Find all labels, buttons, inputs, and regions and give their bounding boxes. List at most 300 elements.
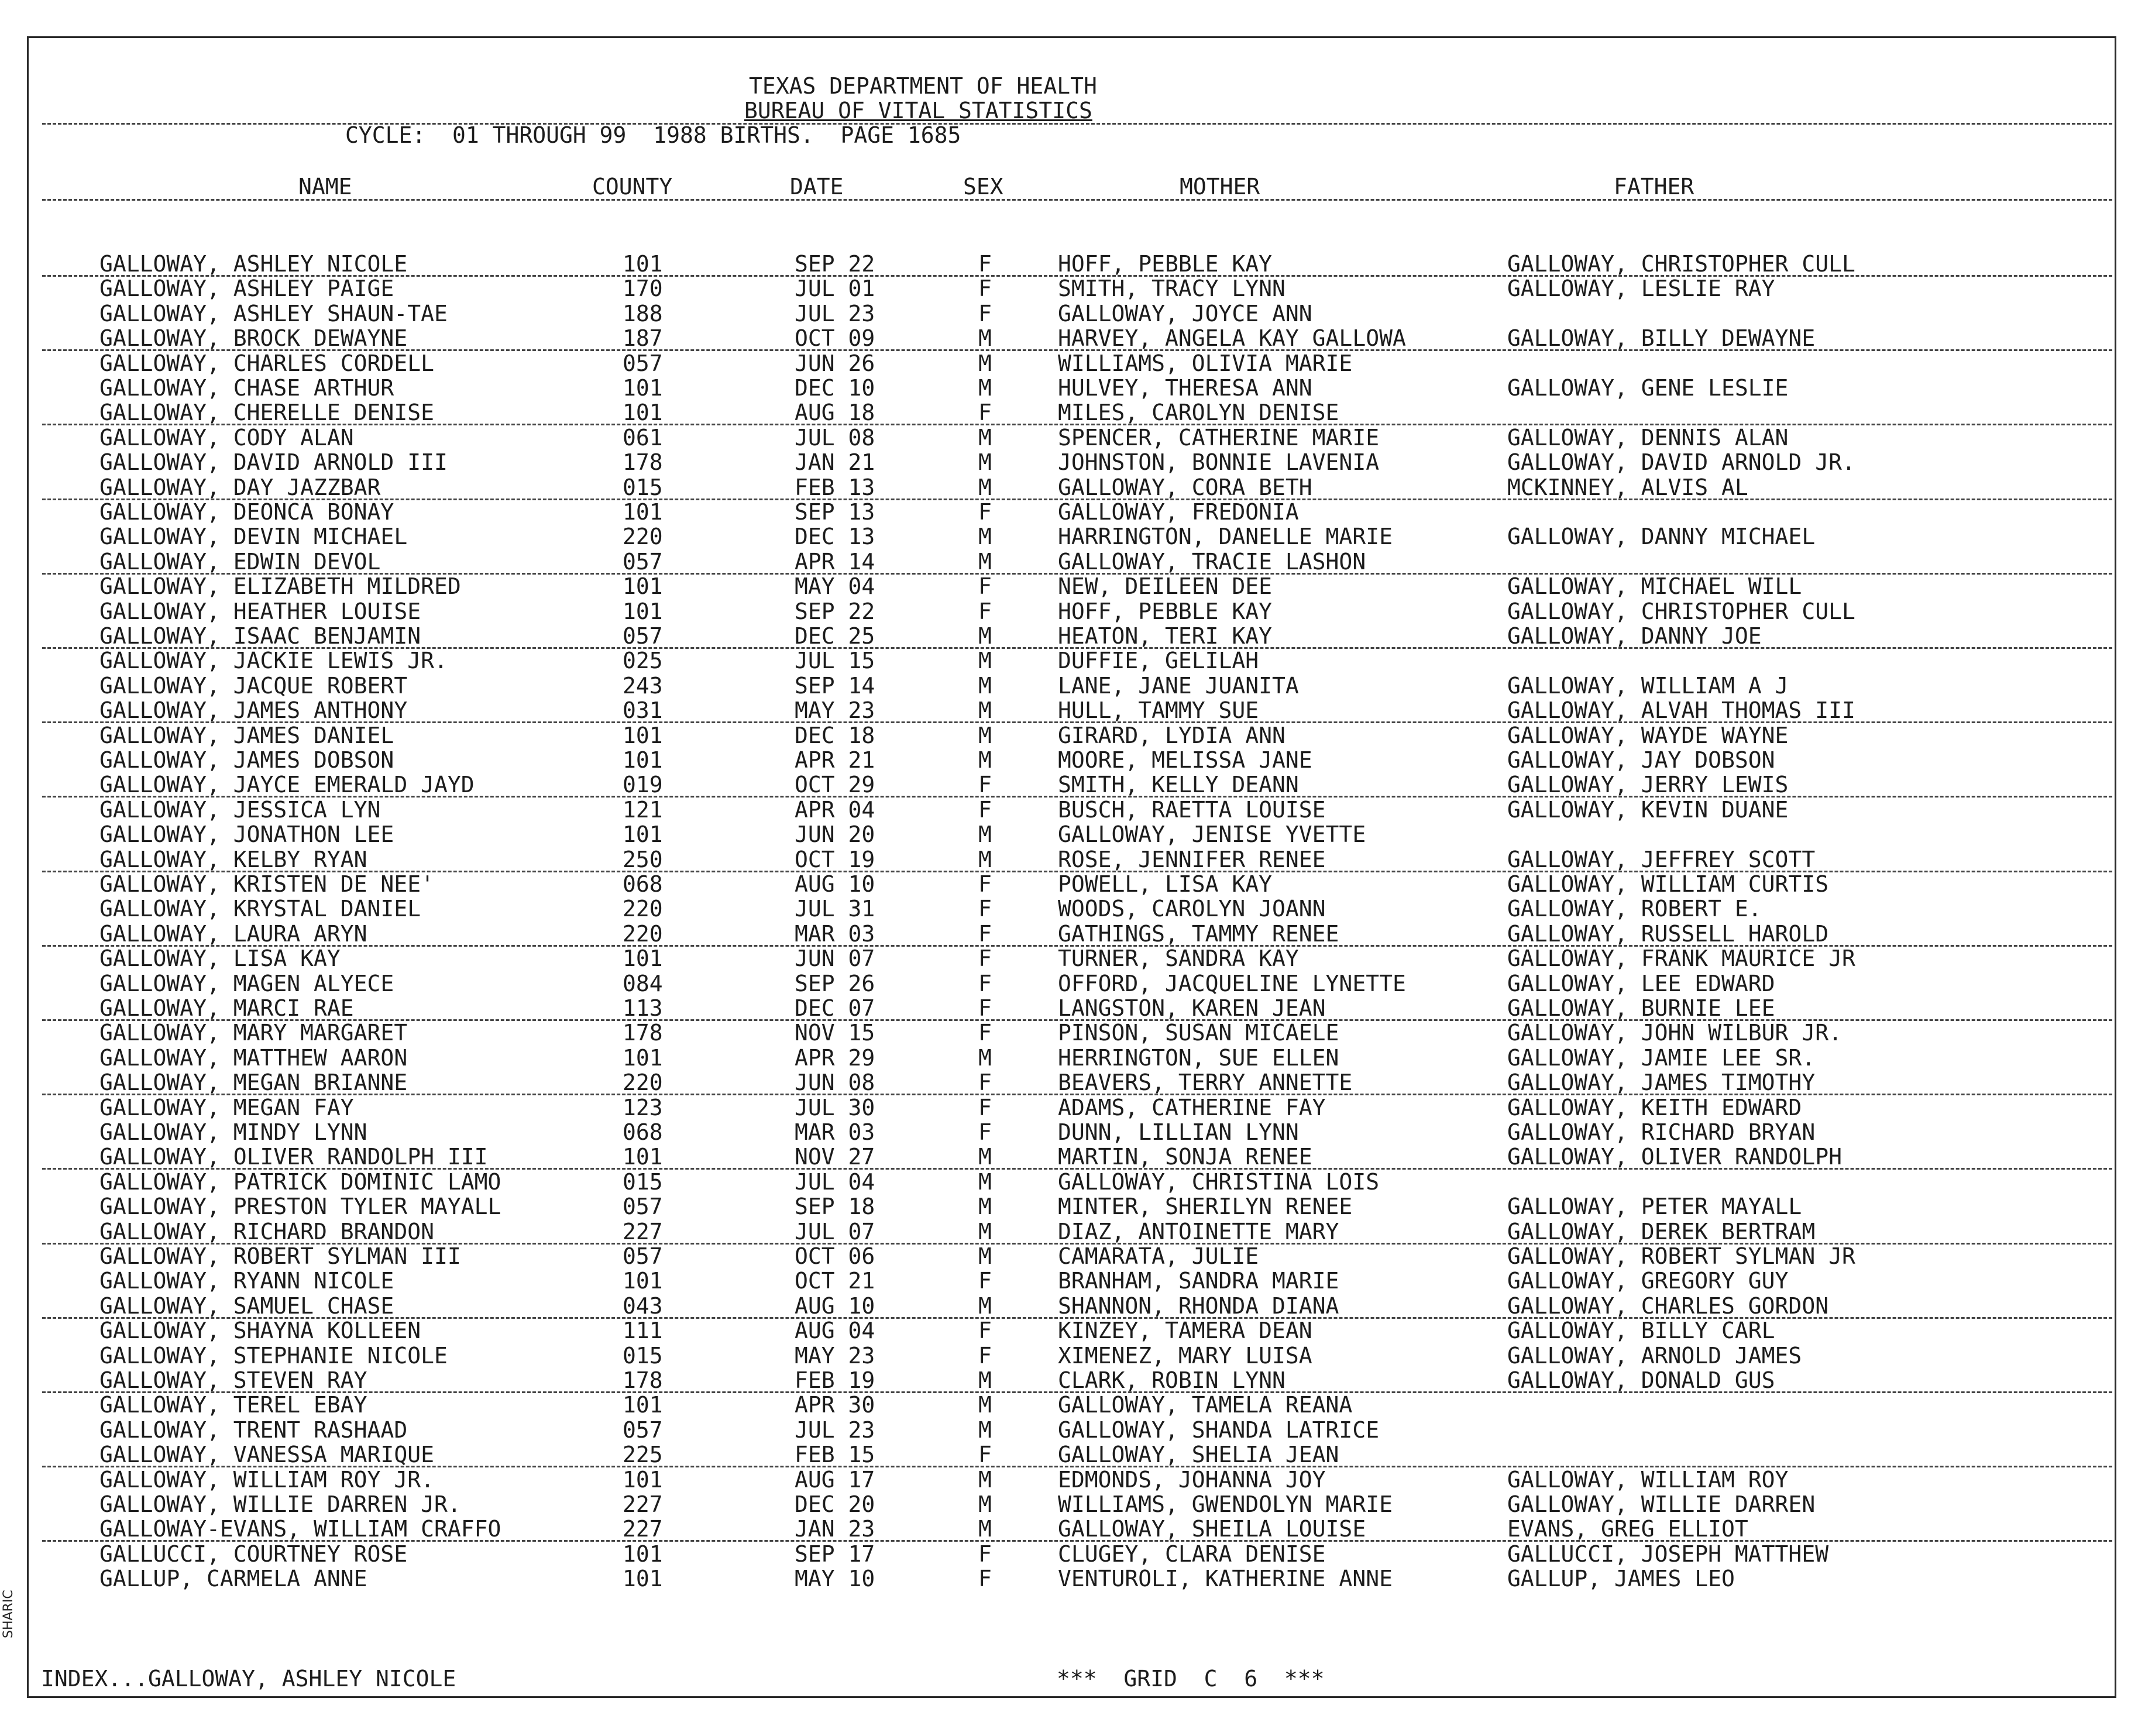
cell-mother: GALLOWAY, JOYCE ANN	[1058, 300, 1312, 326]
cell-name: GALLOWAY, SHAYNA KOLLEEN	[99, 1318, 421, 1344]
cell-sex: F	[978, 1442, 992, 1468]
cell-sex: F	[978, 573, 992, 600]
cell-mother: DUFFIE, GELILAH	[1058, 648, 1259, 674]
cell-mother: HEATON, TERI KAY	[1058, 623, 1273, 649]
cell-sex: F	[978, 598, 992, 624]
table-row	[0, 673, 2138, 698]
table-row	[0, 1566, 2138, 1591]
cell-county: 220	[623, 524, 663, 550]
cell-date: DEC 20	[795, 1491, 875, 1517]
table-row	[0, 500, 2138, 524]
cell-father: GALLOWAY, BILLY DEWAYNE	[1507, 325, 1816, 352]
cell-date: OCT 19	[795, 846, 875, 872]
cell-date: APR 30	[795, 1392, 875, 1418]
table-row	[0, 847, 2138, 872]
cell-mother: HARRINGTON, DANELLE MARIE	[1058, 524, 1393, 550]
cell-name: GALLOWAY, CHERELLE DENISE	[99, 400, 434, 426]
cell-name: GALLOWAY, TRENT RASHAAD	[99, 1417, 408, 1443]
cell-father: GALLOWAY, WAYDE WAYNE	[1507, 722, 1789, 748]
cell-mother: MINTER, SHERILYN RENEE	[1058, 1194, 1353, 1220]
cell-name: GALLOWAY, RYANN NICOLE	[99, 1268, 394, 1294]
cell-county: 178	[623, 1020, 663, 1046]
cell-name: GALLOWAY, JAMES DOBSON	[99, 747, 394, 773]
cell-father: GALLOWAY, WILLIAM ROY	[1507, 1466, 1789, 1493]
cell-date: AUG 17	[795, 1466, 875, 1493]
cell-date: SEP 18	[795, 1194, 875, 1220]
cell-date: DEC 25	[795, 623, 875, 649]
cell-father: GALLOWAY, RICHARD BRYAN	[1507, 1119, 1816, 1145]
cell-mother: CLUGEY, CLARA DENISE	[1058, 1541, 1326, 1567]
cell-county: 101	[623, 1268, 663, 1294]
cell-date: JAN 21	[795, 449, 875, 476]
cell-sex: M	[978, 474, 992, 500]
table-row	[0, 1542, 2138, 1566]
cell-date: DEC 13	[795, 524, 875, 550]
table-row	[0, 624, 2138, 648]
cell-county: 227	[623, 1516, 663, 1542]
cell-date: SEP 14	[795, 672, 875, 699]
cell-date: SEP 22	[795, 598, 875, 624]
cell-county: 057	[623, 1243, 663, 1269]
cell-father: GALLOWAY, ROBERT SYLMAN JR	[1507, 1243, 1855, 1269]
cell-name: GALLOWAY, DEVIN MICHAEL	[99, 524, 408, 550]
cell-sex: F	[978, 995, 992, 1021]
cell-name: GALLOWAY, CHARLES CORDELL	[99, 350, 434, 376]
agency-title: TEXAS DEPARTMENT OF HEALTH	[749, 73, 1097, 99]
cell-father: GALLOWAY, DAVID ARNOLD JR.	[1507, 449, 1855, 476]
table-row	[0, 549, 2138, 574]
table-row	[0, 922, 2138, 946]
cell-sex: M	[978, 1392, 992, 1418]
cell-name: GALLOWAY, KELBY RYAN	[99, 846, 367, 872]
cell-sex: F	[978, 970, 992, 996]
cell-county: 101	[623, 400, 663, 426]
table-row	[0, 1393, 2138, 1417]
cell-father: GALLOWAY, CHARLES GORDON	[1507, 1292, 1829, 1319]
table-row	[0, 1294, 2138, 1318]
table-row	[0, 1020, 2138, 1045]
table-row	[0, 1343, 2138, 1368]
cell-mother: GIRARD, LYDIA ANN	[1058, 722, 1285, 748]
cell-father: GALLOWAY, GREGORY GUY	[1507, 1268, 1789, 1294]
cell-sex: M	[978, 1367, 992, 1393]
cell-sex: M	[978, 697, 992, 724]
cell-sex: F	[978, 300, 992, 326]
cell-mother: LANE, JANE JUANITA	[1058, 672, 1299, 699]
cell-county: 227	[623, 1491, 663, 1517]
cell-mother: HARVEY, ANGELA KAY GALLOWA	[1058, 325, 1406, 352]
cell-mother: JOHNSTON, BONNIE LAVENIA	[1058, 449, 1380, 476]
cell-county: 101	[623, 499, 663, 525]
cell-sex: M	[978, 1194, 992, 1220]
table-row	[0, 326, 2138, 350]
cell-date: MAY 23	[795, 697, 875, 724]
cell-mother: GALLOWAY, SHELIA JEAN	[1058, 1442, 1339, 1468]
cell-county: 250	[623, 846, 663, 872]
cell-date: FEB 15	[795, 1442, 875, 1468]
cell-name: GALLOWAY, JACKIE LEWIS JR.	[99, 648, 448, 674]
cell-father: GALLOWAY, GENE LESLIE	[1507, 375, 1789, 401]
cell-county: 243	[623, 672, 663, 699]
table-row	[0, 797, 2138, 822]
cell-date: APR 21	[795, 747, 875, 773]
table-row	[0, 996, 2138, 1020]
cell-county: 015	[623, 474, 663, 500]
cell-name: GALLOWAY, STEVEN RAY	[99, 1367, 367, 1393]
cell-father: GALLOWAY, BILLY CARL	[1507, 1318, 1775, 1344]
cell-mother: XIMENEZ, MARY LUISA	[1058, 1342, 1312, 1369]
cell-sex: F	[978, 251, 992, 277]
column-header-date: DATE	[790, 174, 844, 200]
cell-sex: M	[978, 672, 992, 699]
cell-mother: CLARK, ROBIN LYNN	[1058, 1367, 1285, 1393]
cell-county: 061	[623, 424, 663, 451]
cell-sex: F	[978, 871, 992, 897]
cell-date: AUG 10	[795, 1292, 875, 1319]
cell-sex: F	[978, 796, 992, 823]
cell-mother: CAMARATA, JULIE	[1058, 1243, 1259, 1269]
table-row	[0, 1467, 2138, 1492]
cell-name: GALLOWAY, MARY MARGARET	[99, 1020, 408, 1046]
table-row	[0, 1442, 2138, 1467]
cell-date: OCT 06	[795, 1243, 875, 1269]
cell-father: GALLOWAY, KEITH EDWARD	[1507, 1094, 1802, 1120]
cell-name: GALLOWAY, MEGAN BRIANNE	[99, 1070, 408, 1096]
table-row	[0, 1194, 2138, 1219]
cell-date: JUL 04	[795, 1168, 875, 1195]
cell-county: 111	[623, 1318, 663, 1344]
cell-county: 031	[623, 697, 663, 724]
footer-grid: *** GRID C 6 ***	[1057, 1666, 1325, 1692]
cell-county: 170	[623, 276, 663, 302]
cell-name: GALLOWAY, CHASE ARTHUR	[99, 375, 394, 401]
cell-sex: M	[978, 424, 992, 451]
cell-date: SEP 26	[795, 970, 875, 996]
cell-father: GALLOWAY, DENNIS ALAN	[1507, 424, 1789, 451]
cell-sex: M	[978, 1218, 992, 1245]
cell-name: GALLOWAY, JONATHON LEE	[99, 821, 394, 848]
cell-sex: M	[978, 350, 992, 376]
cell-county: 121	[623, 796, 663, 823]
cell-sex: M	[978, 1168, 992, 1195]
cell-father: GALLOWAY, ALVAH THOMAS III	[1507, 697, 1855, 724]
cell-county: 057	[623, 623, 663, 649]
table-row	[0, 351, 2138, 376]
cell-date: AUG 18	[795, 400, 875, 426]
cell-sex: F	[978, 1020, 992, 1046]
cell-father: GALLOWAY, JAMIE LEE SR.	[1507, 1044, 1816, 1071]
cell-county: 068	[623, 871, 663, 897]
bureau-title: BUREAU OF VITAL STATISTICS	[744, 98, 1092, 123]
cell-date: JUL 31	[795, 896, 875, 922]
cell-county: 227	[623, 1218, 663, 1245]
table-row	[0, 524, 2138, 549]
cell-date: JUL 15	[795, 648, 875, 674]
cell-date: SEP 17	[795, 1541, 875, 1567]
cell-father: GALLOWAY, WILLIAM CURTIS	[1507, 871, 1829, 897]
cell-name: GALLOWAY, LAURA ARYN	[99, 920, 367, 947]
cell-name: GALLOWAY, JAMES DANIEL	[99, 722, 394, 748]
cell-county: 101	[623, 1566, 663, 1592]
cell-county: 101	[623, 821, 663, 848]
cell-mother: GALLOWAY, CORA BETH	[1058, 474, 1312, 500]
cell-county: 101	[623, 1044, 663, 1071]
cell-father: GALLOWAY, CHRISTOPHER CULL	[1507, 251, 1855, 277]
cell-county: 101	[623, 375, 663, 401]
cell-name: GALLOWAY, LISA KAY	[99, 946, 341, 972]
column-header-father: FATHER	[1614, 174, 1694, 200]
cell-date: SEP 13	[795, 499, 875, 525]
cell-name: GALLOWAY, SAMUEL CHASE	[99, 1292, 394, 1319]
cell-name: GALLOWAY, JACQUE ROBERT	[99, 672, 408, 699]
cell-mother: SHANNON, RHONDA DIANA	[1058, 1292, 1339, 1319]
cell-name: GALLOWAY, PRESTON TYLER MAYALL	[99, 1194, 501, 1220]
cell-county: 178	[623, 449, 663, 476]
cell-sex: F	[978, 1070, 992, 1096]
cell-date: FEB 19	[795, 1367, 875, 1393]
cell-mother: GALLOWAY, SHANDA LATRICE	[1058, 1417, 1380, 1443]
cell-county: 220	[623, 1070, 663, 1096]
cell-mother: ADAMS, CATHERINE FAY	[1058, 1094, 1326, 1120]
cell-father: GALLOWAY, KEVIN DUANE	[1507, 796, 1789, 823]
cell-father: EVANS, GREG ELLIOT	[1507, 1516, 1748, 1542]
cell-father: GALLUP, JAMES LEO	[1507, 1566, 1735, 1592]
cell-mother: GALLOWAY, SHEILA LOUISE	[1058, 1516, 1366, 1542]
cell-county: 057	[623, 350, 663, 376]
cell-date: MAY 04	[795, 573, 875, 600]
cell-date: JAN 23	[795, 1516, 875, 1542]
cell-sex: F	[978, 499, 992, 525]
cell-father: GALLOWAY, BURNIE LEE	[1507, 995, 1775, 1021]
cell-name: GALLOWAY, JESSICA LYN	[99, 796, 381, 823]
cell-father: GALLOWAY, ROBERT E.	[1507, 896, 1762, 922]
column-header-county: COUNTY	[592, 174, 673, 200]
table-row	[0, 1492, 2138, 1517]
cell-county: 101	[623, 598, 663, 624]
cell-sex: M	[978, 623, 992, 649]
table-row	[0, 301, 2138, 326]
cell-date: JUL 23	[795, 300, 875, 326]
cell-name: GALLOWAY, CODY ALAN	[99, 424, 354, 451]
cell-mother: GALLOWAY, CHRISTINA LOIS	[1058, 1168, 1380, 1195]
cell-name: GALLOWAY, KRYSTAL DANIEL	[99, 896, 421, 922]
table-row	[0, 822, 2138, 847]
cell-name: GALLOWAY, MAGEN ALYECE	[99, 970, 394, 996]
table-row	[0, 475, 2138, 500]
cell-mother: EDMONDS, JOHANNA JOY	[1058, 1466, 1326, 1493]
table-row	[0, 748, 2138, 772]
cell-father: GALLOWAY, JAY DOBSON	[1507, 747, 1775, 773]
cell-county: 101	[623, 946, 663, 972]
cell-father: GALLOWAY, DONALD GUS	[1507, 1367, 1775, 1393]
cell-mother: TURNER, SANDRA KAY	[1058, 946, 1299, 972]
cell-date: JUN 26	[795, 350, 875, 376]
cell-father: GALLOWAY, OLIVER RANDOLPH	[1507, 1144, 1842, 1170]
cell-father: GALLOWAY, MICHAEL WILL	[1507, 573, 1802, 600]
cell-county: 188	[623, 300, 663, 326]
cell-sex: F	[978, 1318, 992, 1344]
cell-sex: M	[978, 1044, 992, 1071]
cell-county: 015	[623, 1342, 663, 1369]
cell-county: 101	[623, 1144, 663, 1170]
cell-name: GALLOWAY, KRISTEN DE NEE'	[99, 871, 434, 897]
table-row	[0, 1269, 2138, 1293]
cell-name: GALLOWAY, ROBERT SYLMAN III	[99, 1243, 461, 1269]
cell-sex: M	[978, 375, 992, 401]
cell-mother: MARTIN, SONJA RENEE	[1058, 1144, 1312, 1170]
cell-mother: GALLOWAY, FREDONIA	[1058, 499, 1299, 525]
cell-date: JUL 08	[795, 424, 875, 451]
cell-mother: HOFF, PEBBLE KAY	[1058, 598, 1273, 624]
cell-county: 101	[623, 722, 663, 748]
footer-index: INDEX...GALLOWAY, ASHLEY NICOLE	[41, 1666, 456, 1692]
cell-father: GALLOWAY, DANNY MICHAEL	[1507, 524, 1816, 550]
cell-county: 057	[623, 1194, 663, 1220]
table-row	[0, 1418, 2138, 1442]
table-row	[0, 872, 2138, 896]
cell-sex: M	[978, 648, 992, 674]
cell-father: GALLOWAY, JOHN WILBUR JR.	[1507, 1020, 1842, 1046]
table-row	[0, 400, 2138, 425]
table-row	[0, 1219, 2138, 1244]
cell-date: MAR 03	[795, 920, 875, 947]
cell-mother: GALLOWAY, TAMELA REANA	[1058, 1392, 1353, 1418]
cell-name: GALLOWAY, ISAAC BENJAMIN	[99, 623, 421, 649]
cell-mother: NEW, DEILEEN DEE	[1058, 573, 1273, 600]
cell-sex: F	[978, 400, 992, 426]
cell-father: GALLOWAY, JERRY LEWIS	[1507, 772, 1789, 798]
cell-name: GALLOWAY, MINDY LYNN	[99, 1119, 367, 1145]
cell-county: 101	[623, 1392, 663, 1418]
cell-date: JUL 07	[795, 1218, 875, 1245]
cell-date: APR 04	[795, 796, 875, 823]
cell-name: GALLOWAY, JAMES ANTHONY	[99, 697, 408, 724]
cell-name: GALLOWAY, DAVID ARNOLD III	[99, 449, 448, 476]
cell-name: GALLOWAY, HEATHER LOUISE	[99, 598, 421, 624]
cell-sex: F	[978, 1268, 992, 1294]
cell-father: GALLOWAY, FRANK MAURICE JR	[1507, 946, 1855, 972]
cell-name: GALLOWAY, MATTHEW AARON	[99, 1044, 408, 1071]
cell-county: 057	[623, 1417, 663, 1443]
cell-mother: WOODS, CAROLYN JOANN	[1058, 896, 1326, 922]
table-row	[0, 1368, 2138, 1393]
table-row	[0, 1318, 2138, 1343]
cell-name: GALLOWAY, VANESSA MARIQUE	[99, 1442, 434, 1468]
cell-mother: WILLIAMS, OLIVIA MARIE	[1058, 350, 1353, 376]
cell-county: 025	[623, 648, 663, 674]
table-row	[0, 1070, 2138, 1095]
cell-mother: KINZEY, TAMERA DEAN	[1058, 1318, 1312, 1344]
cell-sex: M	[978, 449, 992, 476]
table-row	[0, 698, 2138, 723]
cell-mother: HULVEY, THERESA ANN	[1058, 375, 1312, 401]
cell-date: JUL 01	[795, 276, 875, 302]
cell-mother: MILES, CAROLYN DENISE	[1058, 400, 1339, 426]
cell-county: 057	[623, 548, 663, 575]
cell-name: GALLOWAY, ASHLEY SHAUN-TAE	[99, 300, 448, 326]
cell-name: GALLOWAY, BROCK DEWAYNE	[99, 325, 408, 352]
cell-name: GALLUP, CARMELA ANNE	[99, 1566, 367, 1592]
cell-county: 084	[623, 970, 663, 996]
cell-mother: OFFORD, JACQUELINE LYNETTE	[1058, 970, 1406, 996]
table-row	[0, 1244, 2138, 1269]
cell-date: MAR 03	[795, 1119, 875, 1145]
cell-name: GALLOWAY, ASHLEY NICOLE	[99, 251, 408, 277]
cell-date: APR 14	[795, 548, 875, 575]
cell-county: 220	[623, 896, 663, 922]
cell-name: GALLOWAY, ELIZABETH MILDRED	[99, 573, 461, 600]
table-row	[0, 1120, 2138, 1144]
cell-name: GALLUCCI, COURTNEY ROSE	[99, 1541, 408, 1567]
table-row	[0, 946, 2138, 971]
cell-sex: M	[978, 1144, 992, 1170]
table-row	[0, 971, 2138, 996]
cell-date: OCT 21	[795, 1268, 875, 1294]
cell-name: GALLOWAY, RICHARD BRANDON	[99, 1218, 434, 1245]
table-row	[0, 1517, 2138, 1541]
cell-sex: M	[978, 548, 992, 575]
cell-county: 043	[623, 1292, 663, 1319]
cell-county: 225	[623, 1442, 663, 1468]
cell-sex: M	[978, 846, 992, 872]
cell-sex: M	[978, 747, 992, 773]
cell-sex: M	[978, 1466, 992, 1493]
table-row	[0, 599, 2138, 624]
cell-date: AUG 04	[795, 1318, 875, 1344]
cell-mother: WILLIAMS, GWENDOLYN MARIE	[1058, 1491, 1393, 1517]
cell-mother: BEAVERS, TERRY ANNETTE	[1058, 1070, 1353, 1096]
column-header-sex: SEX	[963, 174, 1003, 200]
cell-mother: DIAZ, ANTOINETTE MARY	[1058, 1218, 1339, 1245]
cell-father: GALLOWAY, LEE EDWARD	[1507, 970, 1775, 996]
cell-father: GALLOWAY, JAMES TIMOTHY	[1507, 1070, 1816, 1096]
cell-date: DEC 18	[795, 722, 875, 748]
cell-county: 123	[623, 1094, 663, 1120]
table-row	[0, 772, 2138, 797]
cell-name: GALLOWAY, DEONCA BONAY	[99, 499, 394, 525]
cell-father: GALLOWAY, LESLIE RAY	[1507, 276, 1775, 302]
cell-sex: M	[978, 1491, 992, 1517]
cell-county: 101	[623, 251, 663, 277]
table-row	[0, 1170, 2138, 1194]
side-label: SHARIC	[1, 1590, 16, 1638]
table-row	[0, 376, 2138, 400]
cell-name: GALLOWAY, STEPHANIE NICOLE	[99, 1342, 448, 1369]
table-row	[0, 276, 2138, 301]
cell-sex: M	[978, 722, 992, 748]
cell-county: 220	[623, 920, 663, 947]
cell-mother: VENTUROLI, KATHERINE ANNE	[1058, 1566, 1393, 1592]
cell-name: GALLOWAY, TEREL EBAY	[99, 1392, 367, 1418]
cell-date: DEC 10	[795, 375, 875, 401]
cell-father: GALLOWAY, JEFFREY SCOTT	[1507, 846, 1816, 872]
cell-mother: GATHINGS, TAMMY RENEE	[1058, 920, 1339, 947]
table-row	[0, 1144, 2138, 1169]
cell-sex: F	[978, 1541, 992, 1567]
header-rule-2	[42, 199, 2112, 201]
cell-father: GALLOWAY, DANNY JOE	[1507, 623, 1762, 649]
cell-county: 101	[623, 1466, 663, 1493]
cell-date: SEP 22	[795, 251, 875, 277]
table-row	[0, 1046, 2138, 1070]
table-row	[0, 1095, 2138, 1120]
cell-sex: M	[978, 1292, 992, 1319]
cell-sex: F	[978, 1119, 992, 1145]
table-row	[0, 450, 2138, 475]
cell-mother: LANGSTON, KAREN JEAN	[1058, 995, 1326, 1021]
cell-date: APR 29	[795, 1044, 875, 1071]
cell-date: JUN 07	[795, 946, 875, 972]
